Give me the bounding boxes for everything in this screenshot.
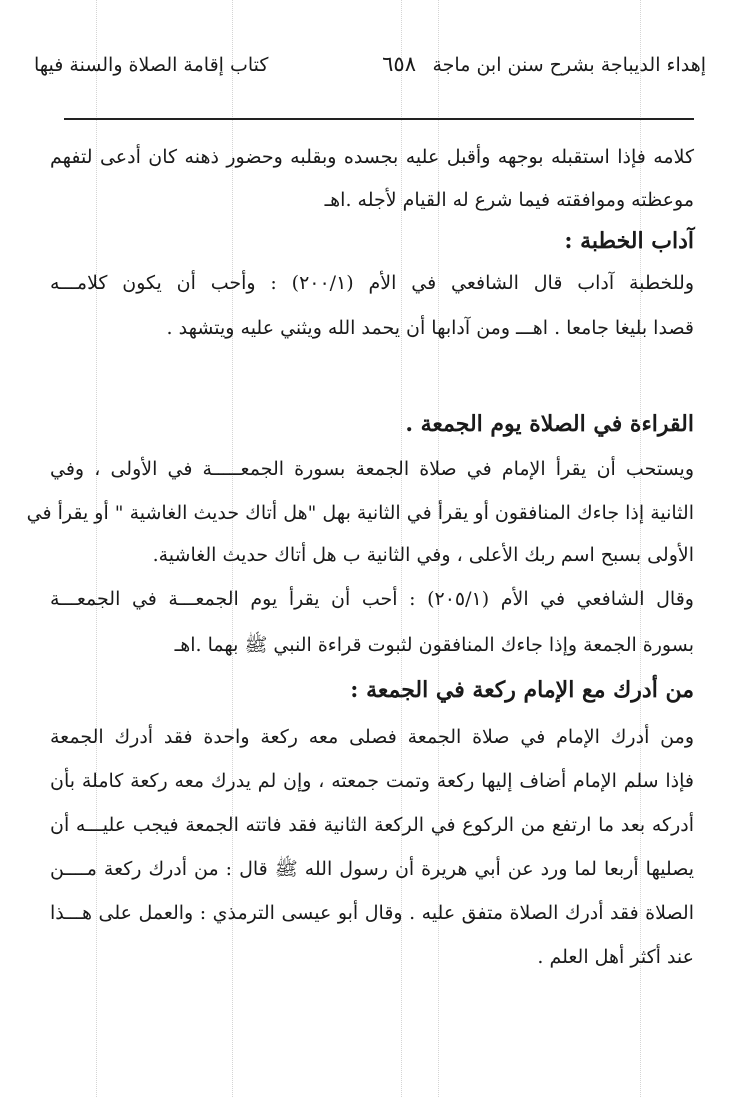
text-line: بسورة الجمعة وإذا جاءك المنافقون لثبوت قراءة النبي ﷺ بهما .اهـ xyxy=(174,634,694,656)
header-divider xyxy=(64,118,694,120)
text-line: فإذا سلم الإمام أضاف إليها ركعة وتمت جمعته ، وإن لم يدرك معه ركعة كاملة بأن xyxy=(50,770,694,792)
text-line: الأولى بسبح اسم ربك الأعلى ، وفي الثانية ب هل أتاك حديث الغاشية. xyxy=(152,544,694,566)
text-line: كلامه فإذا استقبله بوجهه وأقبل عليه بجسده وبقلبه وحضور ذهنه كان أدعى لتفهم xyxy=(50,146,694,168)
text-line: الثانية إذا جاءك المنافقون أو يقرأ في الثانية بهل "هل أتاك حديث الغاشية " أو يقرأ في xyxy=(26,502,694,524)
text-line: ويستحب أن يقرأ الإمام في صلاة الجمعة بسورة الجمعـــــة في الأولى ، وفي xyxy=(50,458,694,480)
book-title: إهداء الديباجة بشرح سنن ابن ماجة xyxy=(432,54,706,76)
text-line: ومن أدرك الإمام في صلاة الجمعة فصلى معه ركعة واحدة فقد أدرك الجمعة xyxy=(50,726,694,748)
text-line: عند أكثر أهل العلم . xyxy=(537,946,694,968)
chapter-title: كتاب إقامة الصلاة والسنة فيها xyxy=(34,54,269,76)
text-line: الصلاة فقد أدرك الصلاة متفق عليه . وقال أبو عيسى الترمذي : والعمل على هـــذا xyxy=(50,902,694,924)
section-heading: من أدرك مع الإمام ركعة في الجمعة : xyxy=(350,677,694,703)
section-heading: القراءة في الصلاة يوم الجمعة . xyxy=(405,411,694,437)
text-line: يصليها أربعا لما ورد عن أبي هريرة أن رسول الله ﷺ قال : من أدرك ركعة مــــن xyxy=(50,858,694,880)
text-line: موعظته وموافقته فيما شرع له القيام لأجله .اهـ xyxy=(324,189,694,211)
text-line: وللخطبة آداب قال الشافعي في الأم (٢٠٠/١) : وأحب أن يكون كلامـــه xyxy=(50,272,694,294)
text-line: أدركه بعد ما ارتفع من الركوع في الركعة الثانية فقد فاتته الجمعة فيجب عليـــه أن xyxy=(50,814,694,836)
running-header xyxy=(34,48,706,88)
page-number: ٦٥٨ xyxy=(382,52,416,76)
text-line: وقال الشافعي في الأم (٢٠٥/١) : أحب أن يقرأ يوم الجمعـــة في الجمعـــة xyxy=(50,588,694,610)
text-line: قصدا بليغا جامعا . اهـــ ومن آدابها أن يحمد الله ويثني عليه ويتشهد . xyxy=(166,317,694,339)
section-heading: آداب الخطبة : xyxy=(564,228,694,254)
